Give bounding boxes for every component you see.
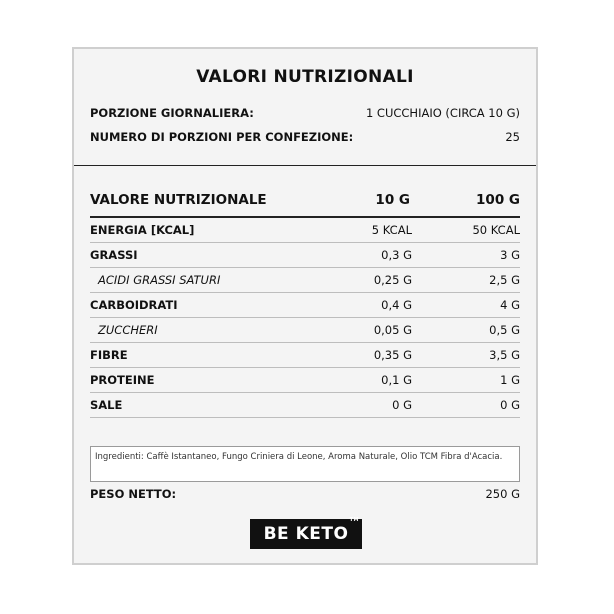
table-row bbox=[90, 243, 520, 268]
row-name: ENERGIA [KCAL] bbox=[90, 223, 195, 237]
table-row bbox=[90, 268, 520, 293]
row-value-100g: 0 G bbox=[500, 398, 520, 412]
table-row bbox=[90, 293, 520, 318]
header-100g: 100 G bbox=[476, 192, 520, 208]
table-row bbox=[90, 218, 520, 243]
row-value-100g: 0,5 G bbox=[489, 323, 520, 337]
row-value-10g: 5 KCAL bbox=[371, 223, 412, 237]
row-name: SALE bbox=[90, 398, 123, 412]
row-value-10g: 0,1 G bbox=[381, 373, 412, 387]
nutrition-label-panel bbox=[72, 47, 538, 565]
numero-porzioni-value: 25 bbox=[505, 130, 520, 144]
trademark-mark: TM bbox=[349, 517, 359, 523]
table-row bbox=[90, 318, 520, 343]
row-name: ZUCCHERI bbox=[98, 323, 158, 337]
peso-netto-value: 250 G bbox=[485, 487, 520, 501]
row-name: CARBOIDRATI bbox=[90, 298, 178, 312]
label-title: VALORI NUTRIZIONALI bbox=[196, 67, 414, 87]
nutrition-table bbox=[90, 216, 520, 418]
row-value-10g: 0,35 G bbox=[373, 348, 412, 362]
porzione-row bbox=[90, 106, 520, 120]
row-value-10g: 0,25 G bbox=[373, 273, 412, 287]
table-header bbox=[90, 192, 520, 212]
row-value-10g: 0,3 G bbox=[381, 248, 412, 262]
peso-netto-row bbox=[90, 487, 520, 501]
header-name: VALORE NUTRIZIONALE bbox=[90, 192, 267, 208]
section-divider bbox=[74, 165, 536, 166]
porzione-label: PORZIONE GIORNALIERA: bbox=[90, 106, 254, 120]
ingredients-box: Ingredienti: Caffè Istantaneo, Fungo Criniera di Leone, Aroma Naturale, Olio TCM Fibra d'Acacia. bbox=[90, 446, 520, 482]
row-name: ACIDI GRASSI SATURI bbox=[98, 273, 221, 287]
row-value-100g: 2,5 G bbox=[489, 273, 520, 287]
row-value-100g: 3 G bbox=[500, 248, 520, 262]
table-row bbox=[90, 368, 520, 393]
row-value-10g: 0,05 G bbox=[373, 323, 412, 337]
table-row bbox=[90, 343, 520, 368]
row-value-100g: 1 G bbox=[500, 373, 520, 387]
row-value-100g: 4 G bbox=[500, 298, 520, 312]
logo-text: BE KETO bbox=[263, 524, 349, 544]
table-row bbox=[90, 393, 520, 418]
row-value-100g: 3,5 G bbox=[489, 348, 520, 362]
row-value-10g: 0 G bbox=[392, 398, 412, 412]
peso-netto-label: PESO NETTO: bbox=[90, 487, 177, 501]
row-name: PROTEINE bbox=[90, 373, 155, 387]
row-name: FIBRE bbox=[90, 348, 128, 362]
porzione-value: 1 CUCCHIAIO (CIRCA 10 G) bbox=[365, 106, 520, 120]
numero-porzioni-row bbox=[90, 130, 520, 144]
be-keto-logo bbox=[250, 519, 362, 549]
header-10g: 10 G bbox=[375, 192, 410, 208]
row-value-100g: 50 KCAL bbox=[472, 223, 520, 237]
row-name: GRASSI bbox=[90, 248, 138, 262]
numero-porzioni-label: NUMERO DI PORZIONI PER CONFEZIONE: bbox=[90, 130, 354, 144]
row-value-10g: 0,4 G bbox=[381, 298, 412, 312]
